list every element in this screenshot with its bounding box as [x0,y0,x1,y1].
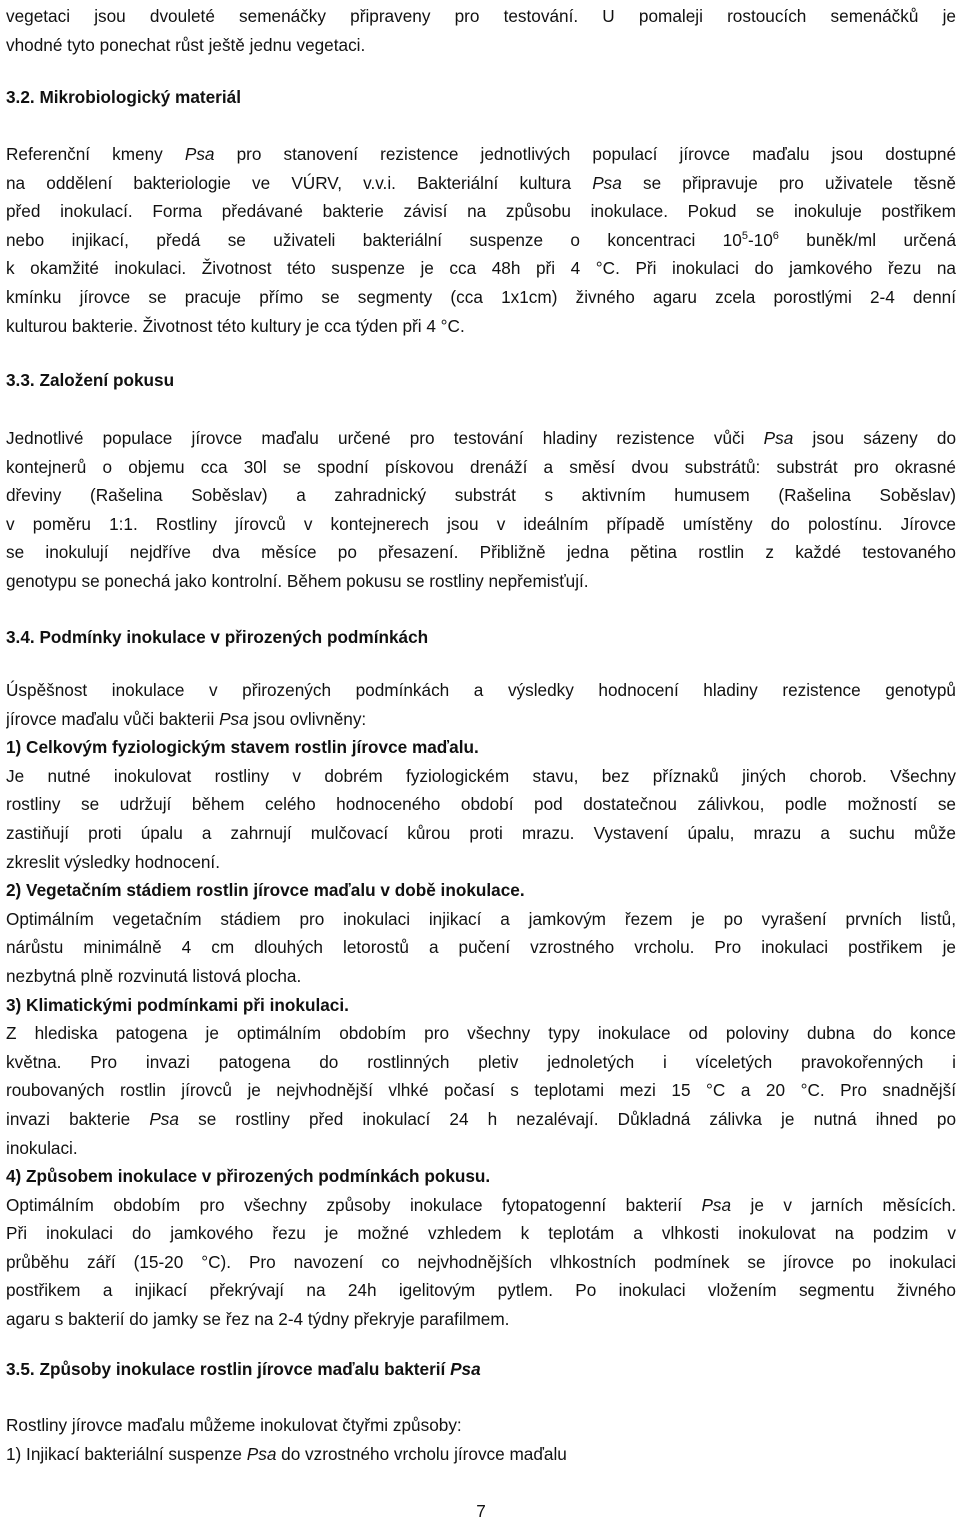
text-line: k okamžité inokulaci. Životnost této suspenze je cca 48h při 4 °C. Při inokulaci do jamkového řezu na [6,258,956,279]
text-line: Optimálním vegetačním stádiem pro inokulaci injikací a jamkovým řezem je po vyrašení prvních listů, [6,908,956,929]
section-3-3-paragraph [6,424,956,596]
section-heading-3-5: 3.5. Způsoby inokulace rostlin jírovce maďalu bakterií Psa [6,1359,481,1379]
subheading-3: 3) Klimatickými podmínkami při inokulaci. [6,994,349,1015]
subheading-2: 2) Vegetačním stádiem rostlin jírovce maďalu v době inokulace. [6,880,525,901]
text-line: nezbytná plně rozvinutá listová plocha. [6,965,302,986]
text-line: Referenční kmeny Psa pro stanovení rezistence jednotlivých populací jírovce maďalu jsou dostupné [6,144,956,164]
text-line: zastiňují proti úpalu a zahrnují mulčovací kůrou proti mrazu. Vystavení úpalu, mrazu a suchu může [6,822,956,843]
section-3-2-paragraph [6,140,956,340]
text-line: na oddělení bakteriologie ve VÚRV, v.v.i. Bakteriální kultura Psa se připravuje pro uživatele těsně [6,172,956,193]
section-3-4-body [6,676,956,1334]
text-line: 1) Injikací bakteriální suspenze Psa do vzrostného vrcholu jírovce maďalu [6,1443,567,1464]
text-line: vhodné tyto ponechat růst ještě jednu vegetaci. [6,34,366,55]
text-line: Optimálním obdobím pro všechny způsoby inokulace fytopatogenní bakterií Psa je v jarních měsících. [6,1194,956,1215]
page-number: 7 [476,1501,486,1521]
section-heading-3-2: 3.2. Mikrobiologický materiál [6,87,241,107]
text-line: invazi bakterie Psa se rostliny před inokulací 24 h nezalévají. Důkladná zálivka je nutná ihned po [6,1108,956,1129]
document-page [6,0,956,1525]
text-line: Při inokulaci do jamkového řezu je možné vzhledem k teplotám a vlhkosti inokulovat na podzim v [6,1223,956,1244]
subheading-4: 4) Způsobem inokulace v přirozených podmínkách pokusu. [6,1166,491,1187]
text-line: Rostliny jírovce maďalu můžeme inokulovat čtyřmi způsoby: [6,1415,462,1435]
text-line: zkreslit výsledky hodnocení. [6,851,220,872]
text-line: průběhu září (15-20 °C). Pro navození co nejvhodnějších vlhkostních podmínek se jírovce po inokulaci [6,1251,956,1272]
section-3-5-body [6,1411,956,1468]
text-line: agaru s bakterií do jamky se řez na 2-4 týdny překryje parafilmem. [6,1309,510,1330]
text-line: roubovaných rostlin jírovců je nejvhodnější vlhké počasí s teplotami mezi 15 °C a 20 °C. Pro snadnější [6,1080,956,1101]
section-heading-3-4: 3.4. Podmínky inokulace v přirozených podmínkách [6,627,429,647]
text-line: Úspěšnost inokulace v přirozených podmínkách a výsledky hodnocení hladiny rezistence genotypů [6,680,956,700]
text-line: kmínku jírovce se pracuje přímo se segmenty (cca 1x1cm) živného agaru zcela porostlými 2-4 denní [6,286,956,307]
text-line: Z hlediska patogena je optimálním obdobím pro všechny typy inokulace od poloviny dubna do konce [6,1023,956,1044]
text-line: nárůstu minimálně 4 cm dlouhých letorostů a pučení vzrostného vrcholu. Pro inokulaci postřikem je [6,937,956,958]
intro-paragraph [6,2,956,59]
text-line: inokulaci. [6,1137,78,1158]
text-line: postřikem a injikací překrývají na 24h igelitovým pytlem. Po inokulaci vložením segmentu živného [6,1280,956,1301]
text-line: Jednotlivé populace jírovce maďalu určené pro testování hladiny rezistence vůči Psa jsou sázeny do [6,428,956,448]
text-line: kontejnerů o objemu cca 30l se spodní pískovou drenáží a směsí dvou substrátů: substrát pro okrasné [6,456,956,477]
subheading-1: 1) Celkovým fyziologickým stavem rostlin jírovce maďalu. [6,737,479,758]
text-line: kulturou bakterie. Životnost této kultury je cca týden při 4 °C. [6,315,465,336]
text-line: dřeviny (Rašelina Soběslav) a zahradnický substrát s aktivním humusem (Rašelina Soběslav) [6,485,956,506]
text-line: nebo injikací, předá se uživateli bakteriální suspenze o koncentraci $10^5-10^6$ buněk/ml určená [6,229,956,250]
text-line: Je nutné inokulovat rostliny v dobrém fyziologickém stavu, bez příznaků jiných chorob. Všechny [6,765,956,786]
text-line: května. Pro invazi patogena do rostlinných pletiv jednoletých i víceletých pravokořenných i [6,1051,956,1072]
section-heading-3-3: 3.3. Založení pokusu [6,370,175,390]
text-line: v poměru 1:1. Rostliny jírovců v kontejnerech jsou v ideálním případě umístěny do polostínu. Jírovce [6,513,956,534]
text-line: genotypu se ponechá jako kontrolní. Během pokusu se rostliny nepřemisťují. [6,570,589,591]
text-line: jírovce maďalu vůči bakterii Psa jsou ovlivněny: [6,708,367,729]
text-line: rostliny se udržují během celého hodnoceného období pod dostatečnou zálivkou, podle možností se [6,794,956,815]
text-line: před inokulací. Forma předávané bakterie závisí na způsobu inokulace. Pokud se inokuluje postřikem [6,201,956,222]
text-line: vegetaci jsou dvouleté semenáčky připraveny pro testování. U pomaleji rostoucích semenáčků je [6,6,956,26]
text-line: se inokulují nejdříve dva měsíce po přesazení. Přibližně jedna pětina rostlin z každé testovaného [6,542,956,563]
